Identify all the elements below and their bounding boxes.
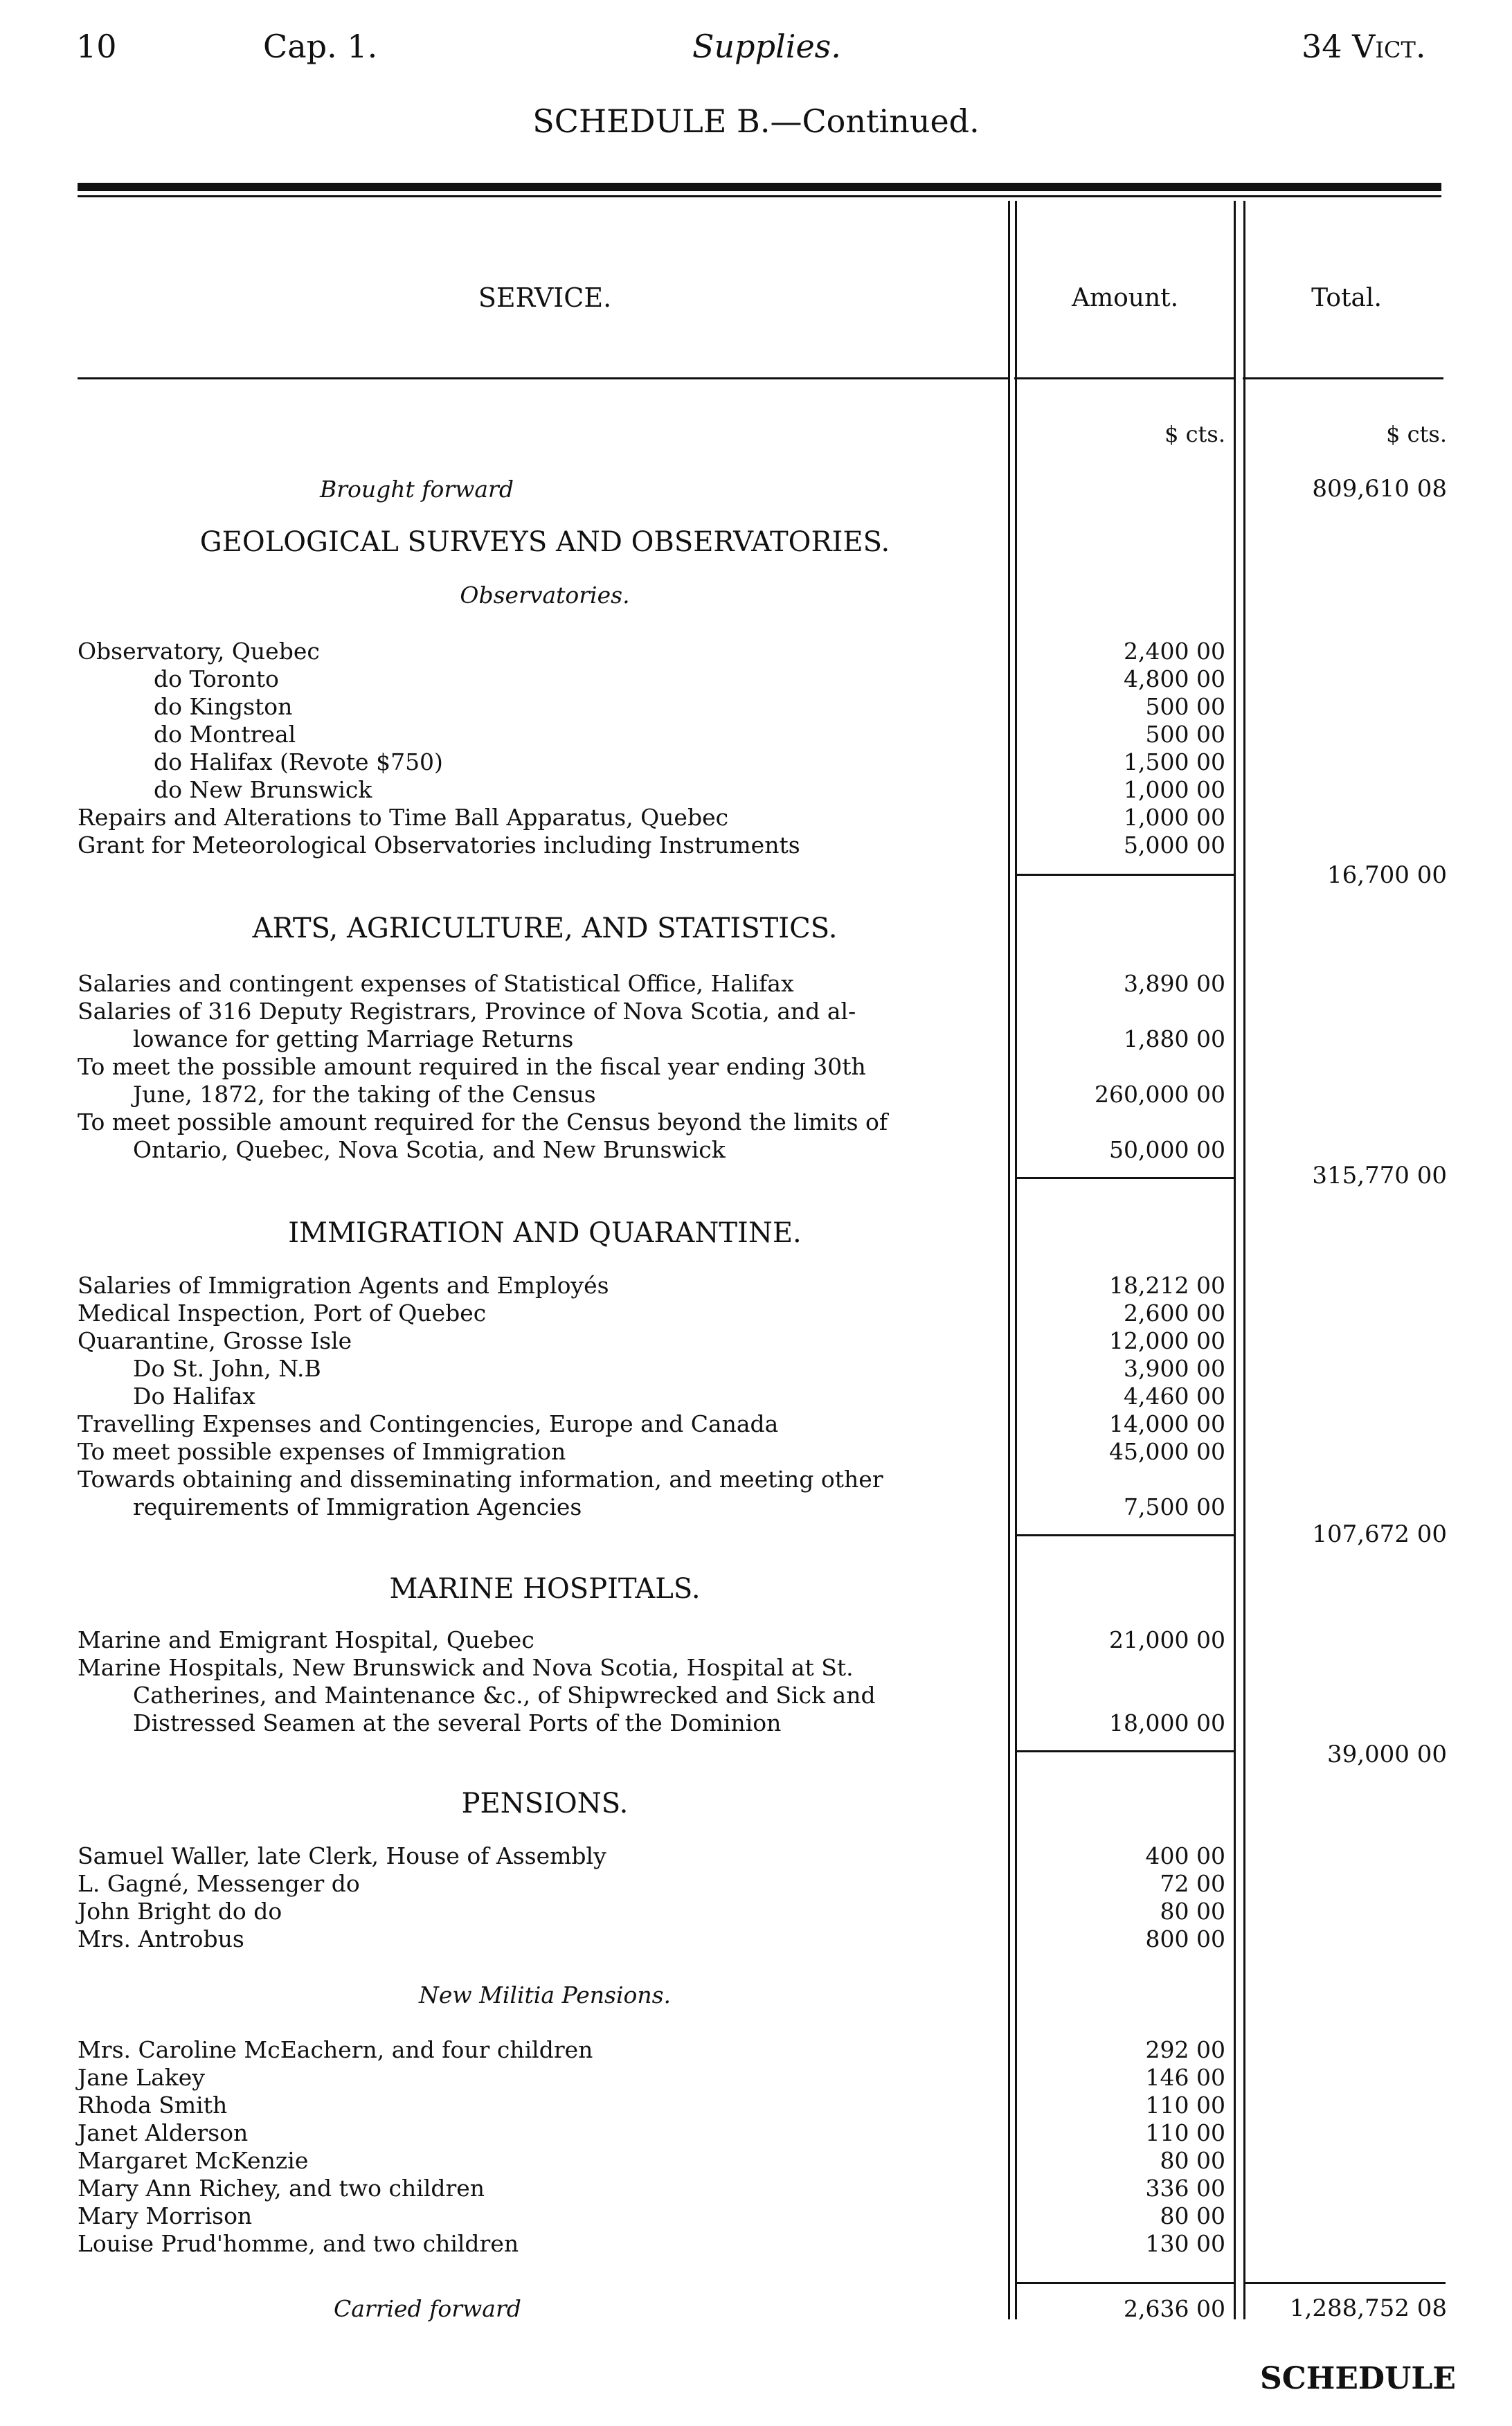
list-item: Medical Inspection, Port of Quebec: [78, 1300, 487, 1327]
item-amount: 4,460 00: [1124, 1383, 1225, 1410]
item-amount: 80 00: [1160, 2202, 1225, 2229]
list-item: Grant for Meteorological Observatories including Instruments: [78, 832, 800, 859]
item-amount: 7,500 00: [1124, 1493, 1225, 1520]
item-amount: 500 00: [1145, 693, 1225, 720]
section-title-immigration: IMMIGRATION AND QUARANTINE.: [288, 1217, 802, 1249]
item-amount: 1,000 00: [1124, 776, 1225, 803]
list-item: do Montreal: [154, 721, 296, 748]
top-thick-rule: [78, 183, 1441, 191]
section-title-marine-hospitals: MARINE HOSPITALS.: [389, 1573, 701, 1605]
list-item-cont: Catherines, and Maintenance &c., of Shipwrecked and Sick and: [133, 1682, 876, 1709]
list-item: Louise Prud'homme, and two children: [78, 2230, 519, 2257]
list-item: Travelling Expenses and Contingencies, Europe and Canada: [78, 1410, 779, 1437]
list-item: Do St. John, N.B: [133, 1355, 321, 1382]
list-item: L. Gagné, Messenger do: [78, 1870, 360, 1897]
list-item: Janet Alderson: [78, 2119, 249, 2146]
list-item-cont: June, 1872, for the taking of the Census: [133, 1081, 596, 1108]
item-amount: 2,400 00: [1124, 638, 1225, 665]
carried-forward-total: 1,288,752 08: [1289, 2294, 1447, 2322]
subtotal-rule: [1016, 1534, 1234, 1536]
total-column-header: Total.: [1311, 284, 1382, 312]
page-number: 10: [76, 28, 117, 65]
item-amount: 110 00: [1145, 2119, 1225, 2146]
list-item: do Kingston: [154, 693, 293, 720]
list-item: Jane Lakey: [78, 2064, 205, 2091]
list-item-cont: Ontario, Quebec, Nova Scotia, and New Brunswick: [133, 1136, 726, 1163]
list-item: do Toronto: [154, 665, 279, 692]
section-total: 39,000 00: [1326, 1741, 1447, 1768]
list-item: do New Brunswick: [154, 776, 372, 803]
item-amount: 4,800 00: [1124, 665, 1225, 692]
list-item-cont: requirements of Immigration Agencies: [133, 1493, 582, 1520]
item-amount: 260,000 00: [1095, 1081, 1225, 1108]
header-rule-service: [78, 377, 1009, 379]
chapter-label: Cap. 1.: [263, 28, 378, 65]
section-total: 16,700 00: [1326, 861, 1447, 889]
list-item: Do Halifax: [133, 1383, 255, 1410]
item-amount: 80 00: [1160, 1898, 1225, 1925]
list-item: do Halifax (Revote $750): [154, 748, 443, 775]
item-amount: 72 00: [1160, 1870, 1225, 1897]
item-amount: 18,212 00: [1109, 1272, 1225, 1299]
carried-forward-amount: 2,636 00: [1124, 2295, 1225, 2322]
section-total: 315,770 00: [1312, 1162, 1447, 1189]
section-subtitle-militia: New Militia Pensions.: [418, 1982, 672, 2009]
list-item: To meet possible amount required for the Census beyond the limits of: [78, 1108, 888, 1135]
item-amount: 500 00: [1145, 721, 1225, 748]
brought-forward-row: [78, 476, 1012, 503]
column-divider-1b: [1015, 201, 1017, 2319]
subtotal-rule: [1016, 874, 1234, 876]
brought-forward-total: 809,610 08: [1312, 475, 1447, 503]
item-amount: 1,500 00: [1124, 748, 1225, 775]
section-title-geological: GEOLOGICAL SURVEYS AND OBSERVATORIES.: [199, 526, 890, 558]
section-title-pensions: PENSIONS.: [461, 1788, 629, 1820]
year-label: 34 Vict.: [1302, 28, 1426, 65]
list-item: Mary Morrison: [78, 2202, 253, 2229]
list-item: Observatory, Quebec: [78, 638, 320, 665]
list-item: Salaries and contingent expenses of Statistical Office, Halifax: [78, 970, 794, 997]
list-item-cont: lowance for getting Marriage Returns: [133, 1025, 574, 1052]
item-amount: 12,000 00: [1109, 1327, 1225, 1354]
list-item: Rhoda Smith: [78, 2092, 228, 2119]
section-total: 107,672 00: [1312, 1520, 1447, 1548]
list-item: Mrs. Antrobus: [78, 1925, 244, 1952]
item-amount: 146 00: [1145, 2064, 1225, 2091]
list-item: Salaries of 316 Deputy Registrars, Province of Nova Scotia, and al-: [78, 998, 856, 1025]
brought-forward-label: Brought forward: [320, 476, 514, 503]
catchword: SCHEDULE: [1260, 2361, 1456, 2396]
item-amount: 50,000 00: [1109, 1136, 1225, 1163]
header-rule-amount: [1014, 377, 1234, 379]
carried-forward-row: [78, 2296, 1012, 2322]
list-item: Samuel Waller, late Clerk, House of Assembly: [78, 1842, 606, 1869]
list-item: Margaret McKenzie: [78, 2147, 309, 2174]
carried-rule-amount: [1016, 2282, 1234, 2284]
header-rule-total: [1243, 377, 1443, 379]
service-column-header: SERVICE.: [478, 282, 612, 313]
item-amount: 292 00: [1145, 2036, 1225, 2063]
item-amount: 18,000 00: [1109, 1709, 1225, 1736]
item-amount: 21,000 00: [1109, 1626, 1225, 1653]
item-amount: 800 00: [1145, 1925, 1225, 1952]
carried-forward-label: Carried forward: [334, 2295, 521, 2322]
carried-rule-total: [1245, 2282, 1446, 2284]
item-amount: 45,000 00: [1109, 1438, 1225, 1465]
item-amount: 130 00: [1145, 2230, 1225, 2257]
list-item: Towards obtaining and disseminating information, and meeting other: [78, 1466, 883, 1493]
item-amount: 80 00: [1160, 2147, 1225, 2174]
amount-units: $ cts.: [1164, 421, 1225, 447]
subtotal-rule: [1016, 1750, 1234, 1752]
item-amount: 3,890 00: [1124, 970, 1225, 997]
item-amount: 14,000 00: [1109, 1410, 1225, 1437]
topic-label: Supplies.: [692, 28, 841, 65]
item-amount: 3,900 00: [1124, 1355, 1225, 1382]
item-amount: 5,000 00: [1124, 832, 1225, 859]
list-item: Marine and Emigrant Hospital, Quebec: [78, 1626, 534, 1653]
list-item: Mary Ann Richey, and two children: [78, 2175, 485, 2202]
item-amount: 1,880 00: [1124, 1025, 1225, 1052]
item-amount: 1,000 00: [1124, 804, 1225, 831]
item-amount: 2,600 00: [1124, 1300, 1225, 1327]
item-amount: 336 00: [1145, 2175, 1225, 2202]
subtotal-rule: [1016, 1177, 1234, 1179]
total-units: $ cts.: [1386, 421, 1447, 447]
list-item: Quarantine, Grosse Isle: [78, 1327, 352, 1354]
schedule-title: SCHEDULE B.—Continued.: [532, 102, 980, 140]
top-thin-rule: [78, 195, 1441, 197]
list-item: Marine Hospitals, New Brunswick and Nova Scotia, Hospital at St.: [78, 1654, 854, 1681]
list-item: Mrs. Caroline McEachern, and four children: [78, 2036, 593, 2063]
amount-column-header: Amount.: [1071, 284, 1179, 312]
list-item: To meet the possible amount required in the fiscal year ending 30th: [78, 1053, 866, 1080]
column-divider-2b: [1243, 201, 1245, 2319]
list-item: To meet possible expenses of Immigration: [78, 1438, 566, 1465]
list-item: Repairs and Alterations to Time Ball Apparatus, Quebec: [78, 804, 729, 831]
column-divider-2: [1234, 201, 1236, 2319]
list-item-cont: Distressed Seamen at the several Ports of the Dominion: [133, 1709, 782, 1736]
list-item: Salaries of Immigration Agents and Employés: [78, 1272, 609, 1299]
list-item: John Bright do do: [78, 1898, 282, 1925]
section-title-arts: ARTS, AGRICULTURE, AND STATISTICS.: [252, 913, 838, 944]
item-amount: 400 00: [1145, 1842, 1225, 1869]
item-amount: 110 00: [1145, 2092, 1225, 2119]
section-subtitle-observatories: Observatories.: [460, 582, 630, 609]
